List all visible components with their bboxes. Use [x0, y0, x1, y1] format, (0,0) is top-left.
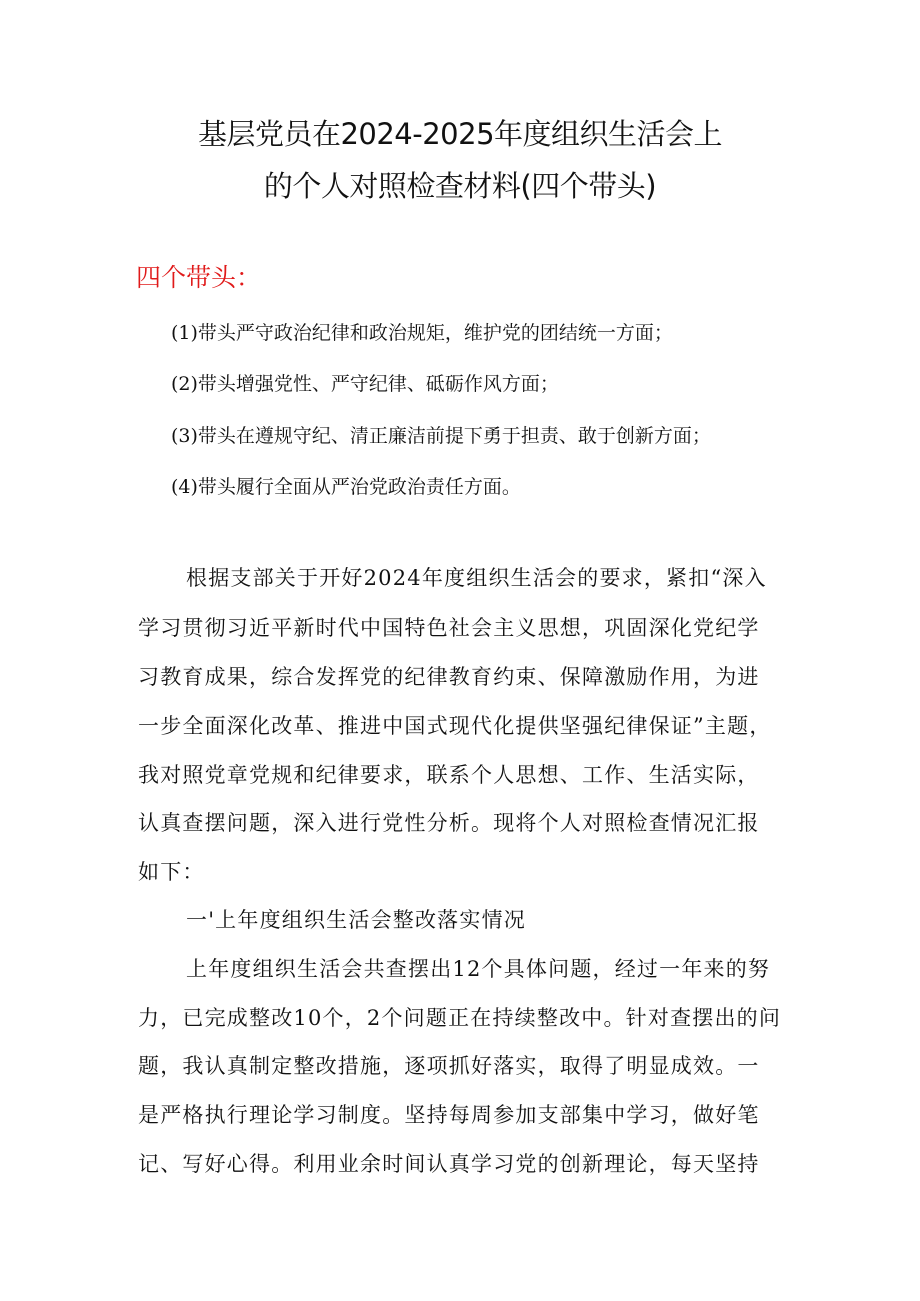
document-title-line-2: 的个人对照检查材料(四个带头)	[263, 169, 657, 203]
list-item-number: (2)	[171, 373, 198, 395]
paragraph-line: 上年度组织生活会共查摆出12个具体问题，经过一年来的努	[186, 957, 771, 981]
list-item-text: 带头严守政治纪律和政治规矩，维护党的团结统一方面；	[197, 322, 673, 344]
paragraph-line: 学习贯彻习近平新时代中国特色社会主义思想，巩固深化党纪学	[138, 616, 760, 640]
section-heading: 四个带头：	[136, 263, 262, 292]
list-item	[171, 472, 521, 499]
paragraph-line: 题，我认真制定整改措施，逐项抓好落实，取得了明显成效。一	[138, 1054, 760, 1078]
paragraph-line: 习教育成果，综合发挥党的纪律教育约束、保障激励作用，为进	[138, 665, 760, 689]
list-item	[171, 369, 559, 396]
list-item-text: 带头在遵规守纪、清正廉洁前提下勇于担责、敢于创新方面；	[197, 425, 711, 447]
list-item-number: (3)	[171, 425, 198, 447]
paragraph-line: 力，已完成整改10个，2个问题正在持续整改中。针对查摆出的问	[138, 1006, 782, 1030]
list-item-text: 带头增强党性、严守纪律、砥砺作风方面；	[197, 373, 559, 395]
list-item-text: 带头履行全面从严治党政治责任方面。	[197, 476, 521, 498]
paragraph-line: 认真查摆问题，深入进行党性分析。现将个人对照检查情况汇报	[138, 811, 760, 835]
paragraph-line: 我对照党章党规和纪律要求，联系个人思想、工作、生活实际，	[138, 763, 760, 787]
paragraph-line: 是严格执行理论学习制度。坚持每周参加支部集中学习，做好笔	[138, 1103, 760, 1127]
list-item	[171, 318, 673, 345]
paragraph-line: 根据支部关于开好2024年度组织生活会的要求，紧扣“深入	[186, 566, 767, 590]
document-title-line-1: 基层党员在2024-2025年度组织生活会上	[197, 117, 723, 151]
list-item-number: (4)	[171, 476, 198, 498]
paragraph-line: 如下：	[138, 860, 205, 884]
paragraph-line: 记、写好心得。利用业余时间认真学习党的创新理论，每天坚持	[138, 1152, 760, 1176]
paragraph-line: 一步全面深化改革、推进中国式现代化提供坚强纪律保证”主题，	[138, 714, 772, 738]
list-item	[171, 421, 711, 448]
section-subheading: 一'上年度组织生活会整改落实情况	[186, 908, 526, 932]
list-item-number: (1)	[171, 322, 198, 344]
